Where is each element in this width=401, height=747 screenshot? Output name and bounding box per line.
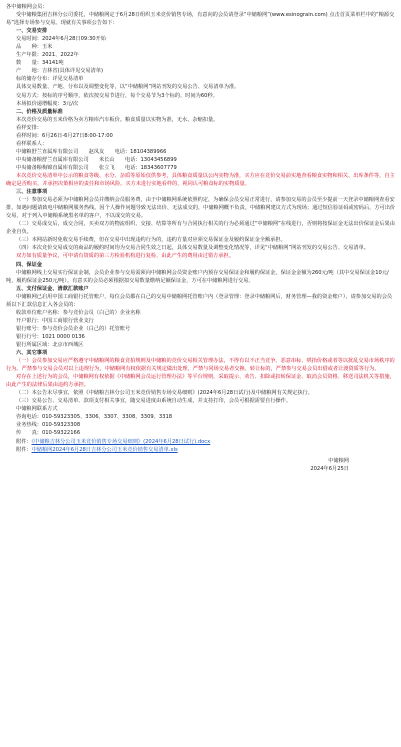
paragraph: 看样时间：6月26日-6月27日8:00-17:00 bbox=[16, 132, 113, 139]
paragraph: 业务热线：010-59323308 bbox=[16, 422, 81, 429]
attachment-label: 附件： bbox=[16, 438, 32, 445]
attachment-label: 附件： bbox=[16, 446, 32, 453]
paragraph: 交易方式：按标的序号顺序，依次按交易节进行，每个交易节为3个标的，时间为60秒。 bbox=[16, 92, 218, 99]
paragraph: 标的储存分布：详见交易清单 bbox=[16, 76, 84, 83]
paragraph: 咨询电话：010-59323305、3306、3307、3308、3309、3318 bbox=[16, 414, 173, 421]
paragraph: 本次竞价交易的玉米价格为卖方粮库汽车板价。粮食质量以实物为准，无水、杂缩扣量。 bbox=[16, 116, 219, 123]
paragraph: 银行所属区域：北京市西城区 bbox=[16, 341, 84, 348]
paragraph: 受中储粮集团吉林分公司委托，中储粮网定于6月28日组织玉米竞价销售专场，有意向的会员请登录“中储粮网”(www.esinograin.com) 点击首页菜单栏中的“粮源交易”选择专场参与交易。现就有关事项公告如下： bbox=[6, 12, 395, 27]
paragraph: 本场拟价递增幅度：3元/次 bbox=[16, 100, 79, 107]
paragraph: 中央储备粮梅锦直属库有限公司 张立飞 电话：18343607779 bbox=[16, 164, 177, 171]
section-heading: 三、注意事项 bbox=[16, 189, 48, 196]
section-heading: 六、其它事项 bbox=[16, 350, 48, 357]
paragraph: 中央储备粮舒兰直属库有限公司 米长山 电话：13043456899 bbox=[16, 156, 177, 163]
paragraph: （一）参加交易必须为中储粮网会员并缴纳会员服务费，由于中储粮网系统依照约定，为确保会员交易正常进行，请参加交易的会员至少提前一天登录中储粮网查看安排，如遇问题请致电中储粮网服务热线。因个人操作问题导致无法出价、无法成交的，中储粮网概不负责。中储粮网建议方式为现场；通过短信验证码或密码后，方可出价交易，对于列入中储粮系统黑名单的客户，不以成交的交易。 bbox=[6, 197, 396, 220]
paragraph: 对存在上述行为的会员，中储粮网有权依据《中储粮网会员运行管理办法》等平台规则，采取提示、劝告、扣除或扣转保证金、取消会员资格、移送司法机关等措施，由此产生的法律后果由违约方承担。 bbox=[6, 374, 395, 389]
paragraph: 中储粮网线上交易实行保证金制，会员企业参与交易需须向中储粮网会员资金账户内预存交易保证金和履约保证金，保证金金额为260元/吨（其中交易保证金10元/吨，履约保证金250元/吨）。有意买的会员必须根据拟交易数量缴纳足额保证金，方可在中储粮网进行交易。 bbox=[6, 269, 389, 284]
paragraph: 生产年限：2021、2022年 bbox=[16, 52, 79, 59]
paragraph: （二）交易成交后，成交合同，买卖双方的物流组织、交接、结算等所有与合同执行相关的行为必须通过“中储粮网”在线进行，否则将按保证金无法出价保证金后果由企业自负。 bbox=[6, 221, 395, 236]
paragraph: 开户银行：中国工商银行营业支行 bbox=[16, 317, 94, 324]
attachment-link-rules[interactable]: 《中储粮吉林分公司玉米竞价销售专场交易细则》(2024年6月28日试行).docx bbox=[31, 438, 211, 445]
paragraph: 数 量：34141吨 bbox=[16, 60, 64, 67]
paragraph: （三）本网站新时免收交易手续费，但在交易中出现违约行为的，违约方量对应须交易保证金及履约保证金全额承担。 bbox=[16, 237, 286, 244]
paragraph: 中储粮网已启用中国工商银行托管账户，每位会员都在白己的交易中储粮网托管账户内（登录管理：登录中储粮网后，财务管理—我的资金账户），请参加交易的会员须以下汇款信息汇入各会员的： bbox=[6, 293, 393, 308]
paragraph: 中储粮舒兰直属库有限公司 赵凤友 电话：18104389966 bbox=[16, 148, 167, 155]
paragraph: 传 真：010-59322166 bbox=[16, 430, 81, 437]
paragraph: 各中储粮网会员： bbox=[6, 4, 48, 10]
paragraph: （二）本公告未尽事宜，依照《中储粮吉林分公司玉米竞价销售专场交易细则》(2024年6月28日试行)及中储粮网有关规定执行。 bbox=[16, 390, 313, 397]
announcement-document bbox=[6, 3, 397, 473]
paragraph: 具体交易数量、产地、分布以及调整变化等，以“中储粮网”网站刊发的交易公告、交易清单为准。 bbox=[16, 84, 240, 91]
signature-org: 中储粮网 bbox=[328, 457, 349, 464]
paragraph: 产 地：吉林省(具体详见交易清单) bbox=[16, 68, 104, 75]
paragraph: 交易时间：2024年6月28日09:30开始 bbox=[16, 36, 106, 43]
paragraph: 双方如有质量争议，可申请有资质的第三方检验机构进行复检，由此产生的费用由过错方承担。 bbox=[16, 253, 234, 260]
attachment-link-list[interactable]: 中储粮网2024年6月28日吉林分公司玉米竞价销售交易清单.xls bbox=[31, 446, 178, 453]
section-heading: 五、支付保证金、清款汇款账户 bbox=[16, 285, 89, 292]
paragraph: 看样联系人： bbox=[16, 140, 48, 147]
section-heading: 二、价格及质量标准 bbox=[16, 108, 63, 115]
paragraph: 看样安排： bbox=[16, 124, 42, 131]
paragraph: （四）本次竞价交易成交的商品的履约时间均为交易合同生效之日起，具体交易数量及调整变化情况等，详见“中储粮网”网站刊发的交易公告、交易清单。 bbox=[16, 245, 369, 252]
attachment-1 bbox=[6, 438, 397, 446]
paragraph: 中储粮网联系方式 bbox=[16, 406, 58, 413]
attachment-2 bbox=[6, 446, 397, 454]
announcement-body bbox=[6, 3, 397, 438]
paragraph: 收款单位账户名称：参与竞价会员（白己的）企业名称 bbox=[16, 309, 141, 316]
section-heading: 一、交易安排 bbox=[16, 28, 48, 35]
paragraph: （三）交易公告、交易清单、款项支付相关事宜，随交易进度由系统自动生成，并支持打印，会员可根据需要自行操作。 bbox=[16, 398, 291, 405]
signature-date: 2024年6月25日 bbox=[310, 465, 349, 472]
paragraph: （一）会员参加交易应严格遵守中储粮网的粮食竞拍规则及中储粮的竞价交易相关管理办法，不得有以不正当竞争、恶意串标、哄抬价格或者等以扰乱交易市场秩序的行为。严禁参与交易会员对以上违规行为，中储粮网有权依据有关规定做出处理，严禁与同场交易者交换、转让标的，严禁参与交易会员出借或者让渡资质等行为。 bbox=[6, 358, 395, 373]
paragraph: 品 种：玉米 bbox=[16, 44, 53, 51]
paragraph: 本次竞价交易清单中公示的粮食等级、水分、杂质等原始仅供参考，具体粮食质量以公内实物为准，买方应在竞价交易前实地查看粮食实物和相关、出库条件等，自主确定是否购买，并承担决策相应的责任和市场风险。买方未进行实地看样的，视同认可粮食标的实物质量。 bbox=[6, 172, 395, 188]
paragraph: 银行账号：参与竞价会员企业（白己的）托管账号 bbox=[16, 325, 131, 332]
paragraph: 银行行号：1021 0000 0136 bbox=[16, 333, 85, 340]
section-heading: 四、保证金 bbox=[16, 261, 42, 268]
